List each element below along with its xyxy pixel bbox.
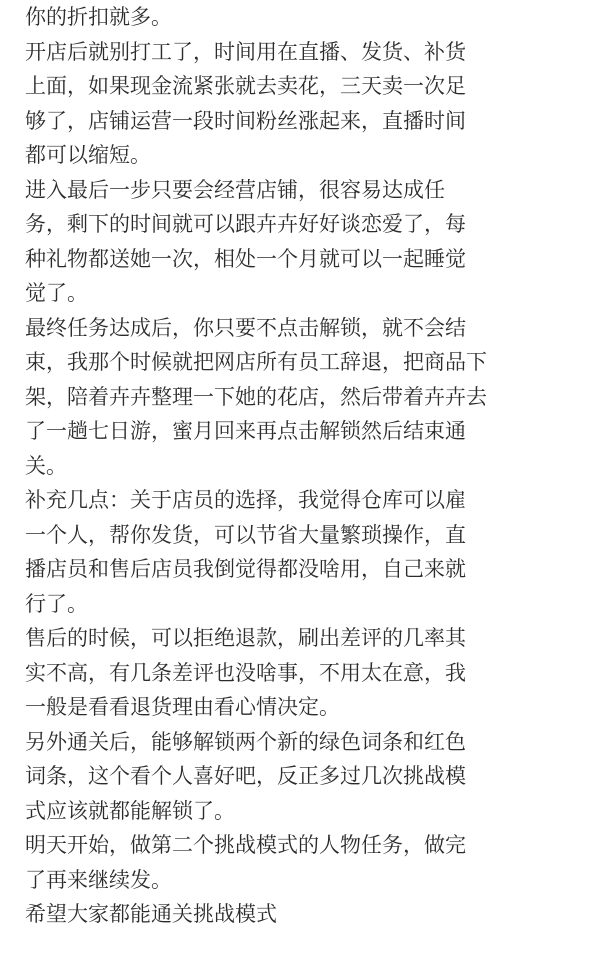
text-line: 词条，这个看个人喜好吧，反正多过几次挑战模 xyxy=(25,764,466,788)
text-line: 一般是看看退货理由看心情决定。 xyxy=(25,695,340,719)
text-line: 最终任务达成后，你只要不点击解锁，就不会结 xyxy=(25,315,466,340)
text-line: 务，剩下的时间就可以跟卉卉好好谈恋爱了，每 xyxy=(25,212,466,236)
text-line: 种礼物都送她一次，相处一个月就可以一起睡觉 xyxy=(25,246,466,271)
text-line: 补充几点：关于店员的选择，我觉得仓库可以雇 xyxy=(25,488,466,512)
text-line: 进入最后一步只要会经营店铺，很容易达成任 xyxy=(25,177,445,202)
text-line: 了再来继续发。 xyxy=(25,867,172,892)
text-line: 开店后就别打工了，时间用在直播、发货、补货 xyxy=(25,39,466,64)
text-line: 行了。 xyxy=(25,591,88,616)
text-line: 一个人，帮你发货，可以节省大量繁琐操作，直 xyxy=(25,522,466,547)
text-line: 你的折扣就多。 xyxy=(25,5,172,29)
text-line: 另外通关后，能够解锁两个新的绿色词条和红色 xyxy=(25,729,466,754)
text-line: 了一趟七日游，蜜月回来再点击解锁然后结束通 xyxy=(25,419,466,443)
text-line: 束，我那个时候就把网店所有员工辞退，把商品下 xyxy=(25,350,487,374)
text-line: 都可以缩短。 xyxy=(25,143,151,167)
text-line: 实不高，有几条差评也没啥事，不用太在意，我 xyxy=(25,660,466,685)
text-line: 售后的时候，可以拒绝退款，刷出差评的几率其 xyxy=(25,626,466,650)
text-line: 关。 xyxy=(25,453,67,478)
text-line: 架，陪着卉卉整理一下她的花店，然后带着卉卉去 xyxy=(25,384,487,409)
text-line: 希望大家都能通关挑战模式 xyxy=(25,902,277,926)
text-line: 式应该就都能解锁了。 xyxy=(25,798,235,823)
text-line: 播店员和售后店员我倒觉得都没啥用，自己来就 xyxy=(25,557,466,581)
text-line: 上面，如果现金流紧张就去卖花，三天卖一次足 xyxy=(25,74,466,98)
text-line: 明天开始，做第二个挑战模式的人物任务，做完 xyxy=(25,833,466,857)
text-line: 够了，店铺运营一段时间粉丝涨起来，直播时间 xyxy=(25,108,466,133)
text-line: 觉了。 xyxy=(25,281,88,305)
